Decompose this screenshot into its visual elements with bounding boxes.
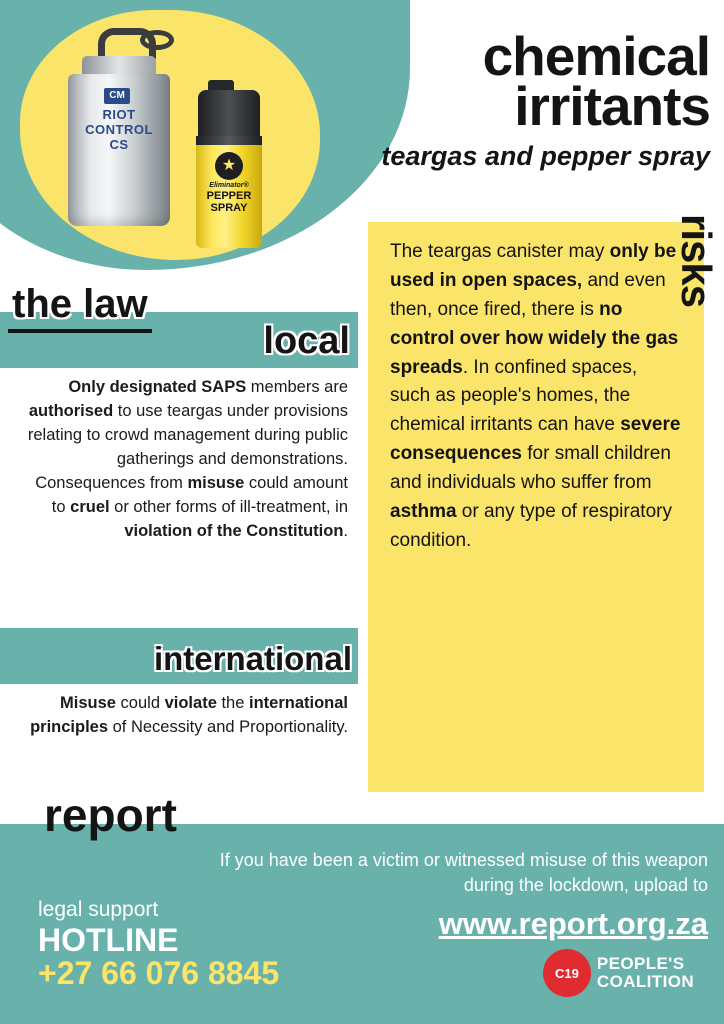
logo-text <box>597 955 694 991</box>
spray-text <box>196 182 262 214</box>
section-heading-international: international <box>153 640 352 677</box>
hotline-number[interactable]: +27 66 076 8845 <box>38 955 280 991</box>
spray-name: PEPPER SPRAY <box>206 189 252 214</box>
logo-line-1: PEOPLE'S <box>596 954 685 974</box>
spray-seal <box>196 136 262 145</box>
section-heading-the-law: the law <box>8 282 152 333</box>
hotline-label: HOTLINE <box>38 922 179 958</box>
logo-line-2: COALITION <box>596 972 694 991</box>
product-photo <box>40 12 320 262</box>
c19-logo-icon: C19 <box>546 952 588 994</box>
teargas-canister-image <box>68 26 170 226</box>
footer-message: If you have been a victim or witnessed misuse of this weapon during the lockdown, upload to <box>219 850 708 896</box>
section-heading-local: local <box>263 320 350 362</box>
local-body-text: Only designated SAPS members are authorised to use teargas under provisions relating to crowd management during public gatherings and demonstrations. Consequences from misuse could amount to cruel or other forms of ill-treatment, in violation of the Constitution. <box>27 378 348 540</box>
international-body-text: Misuse could violate the international principles of Necessity and Proportionality. <box>30 694 348 736</box>
canister-label: RIOT CONTROL CS <box>85 107 153 152</box>
pepper-spray-image <box>192 90 268 250</box>
page-subtitle: teargas and pepper spray <box>381 141 710 171</box>
organisation-logo <box>546 952 694 994</box>
title-line-1: chemical <box>482 25 710 87</box>
legal-support-label: legal support <box>38 898 159 921</box>
page-title <box>290 25 710 172</box>
risks-panel <box>368 222 704 792</box>
canister-pin-icon <box>140 30 174 50</box>
spray-brand: Eliminator® <box>209 182 249 189</box>
section-heading-report: report <box>44 789 177 841</box>
canister-brand: CM <box>104 88 130 104</box>
section-heading-risks: risks <box>673 214 720 308</box>
risks-body-text: The teargas canister may only be used in open spaces, and even then, once fired, there is no control over how widely the gas spreads. In confined spaces, such as people's homes, the chemical irritants can have severe consequences for small children and individuals who suffer from asthma or any type of respiratory condition. <box>390 241 681 551</box>
star-badge-icon: ★ <box>215 152 243 180</box>
title-line-2: irritants <box>514 74 710 137</box>
report-url-link[interactable]: www.report.org.za <box>438 906 708 941</box>
spray-cap <box>198 90 260 138</box>
